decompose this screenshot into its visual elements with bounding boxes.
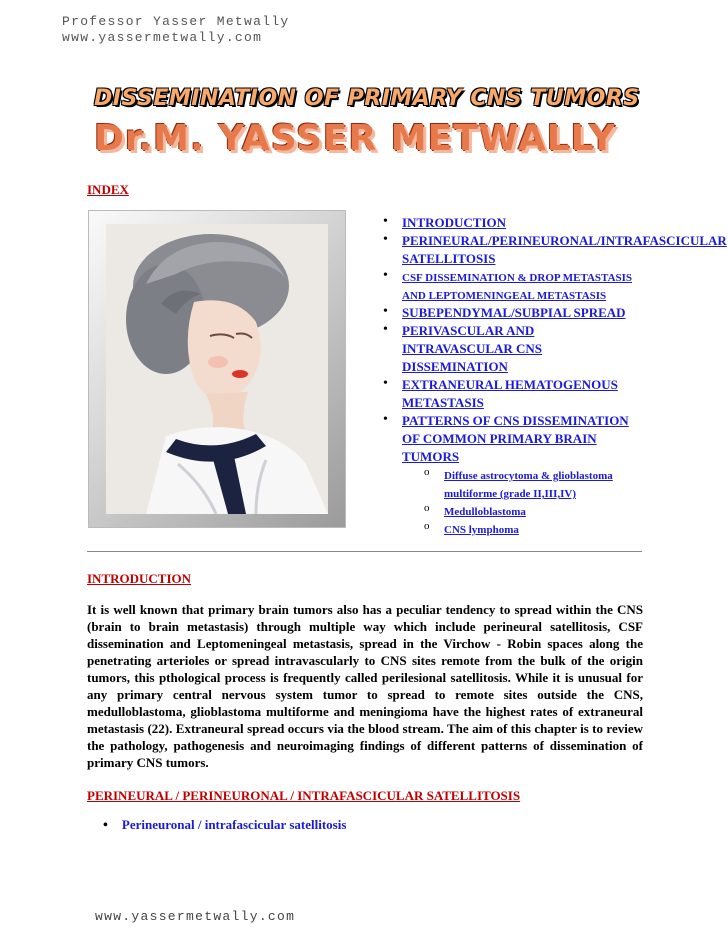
portrait-frame bbox=[88, 210, 346, 528]
toc-link-perivascular[interactable]: PERIVASCULAR AND INTRAVASCULAR CNS DISSEMINATION bbox=[402, 323, 543, 374]
toc-sublist bbox=[402, 466, 645, 538]
toc-subitem[interactable] bbox=[421, 520, 645, 538]
toc-item[interactable] bbox=[383, 376, 645, 412]
intro-paragraph: It is well known that primary brain tumors also has a peculiar tendency to spread within the CNS (brain to brain metastasis) through multiple way which include perineural satellitosis, CSF dissemination and Leptomeningeal metastasis, spread in the Virchow - Robin spaces along the penetrating arterioles or spread intravascularly to CNS sites remote from the bulk of the origin tumors, this pthological process is frequently called perilesional satellitosis. While it is unusual for any primary central nervous system tumor to spread to remote sites outside the CNS, medulloblastoma, glioblastoma multiforme and meningioma have the highest rates of extraneural metastasis (22). Extraneural spread occurs via the blood stream. The aim of this chapter is to review the pathology, pathogenesis and neuroimaging findings of different patterns of dissemination of primary CNS tumors. bbox=[87, 602, 643, 770]
toc-link-introduction[interactable]: INTRODUCTION bbox=[402, 215, 507, 230]
bullet-icon: • bbox=[103, 818, 108, 833]
toc-item[interactable] bbox=[383, 214, 645, 232]
toc-link-patterns[interactable]: PATTERNS OF CNS DISSEMINATION OF COMMON PRIMARY BRAIN TUMORS bbox=[402, 413, 629, 464]
toc-link-perineural[interactable]: PERINEURAL/PERINEURONAL/INTRAFASCICULAR SATELLITOSIS bbox=[402, 233, 727, 266]
toc-link-astrocytoma[interactable]: Diffuse astrocytoma & glioblastoma multiforme (grade II,III,IV) bbox=[444, 470, 613, 500]
toc-item[interactable] bbox=[383, 322, 645, 376]
toc-item[interactable] bbox=[383, 232, 727, 268]
banner-author-name: Dr.M. YASSER METWALLY bbox=[94, 118, 617, 159]
page-header bbox=[62, 14, 290, 46]
toc-link-subependymal[interactable]: SUBEPENDYMAL/SUBPIAL SPREAD bbox=[402, 305, 626, 320]
horizontal-rule bbox=[87, 551, 642, 552]
banner-title: DISSEMINATION OF PRIMARY CNS TUMORS bbox=[94, 86, 640, 111]
toc-item[interactable] bbox=[383, 412, 645, 538]
toc-link-csf-dissemination[interactable]: CSF DISSEMINATION & DROP METASTASIS AND LEPTOMENINGEAL METASTASIS bbox=[402, 272, 633, 302]
page-footer: www.yassermetwally.com bbox=[95, 909, 296, 924]
perineuronal-bullet bbox=[103, 817, 346, 834]
toc-item[interactable] bbox=[383, 304, 645, 322]
header-author: Professor Yasser Metwally bbox=[62, 14, 290, 29]
perineural-heading: PERINEURAL / PERINEURONAL / INTRAFASCICULAR SATELLITOSIS bbox=[87, 788, 521, 803]
toc-link-extraneural[interactable]: EXTRANEURAL HEMATOGENOUS METASTASIS bbox=[402, 377, 618, 410]
header-site: www.yassermetwally.com bbox=[62, 30, 263, 45]
perineuronal-bullet-text: Perineuronal / intrafascicular satellitosis bbox=[121, 817, 347, 832]
toc-subitem[interactable] bbox=[421, 466, 645, 502]
toc-link-medulloblastoma[interactable]: Medulloblastoma bbox=[444, 506, 526, 518]
index-heading: INDEX bbox=[87, 182, 129, 197]
portrait-illustration bbox=[106, 224, 328, 514]
table-of-contents bbox=[383, 214, 727, 538]
toc-item[interactable] bbox=[383, 268, 645, 304]
intro-heading: INTRODUCTION bbox=[87, 571, 192, 586]
toc-subitem[interactable] bbox=[421, 502, 645, 520]
toc-link-cns-lymphoma[interactable]: CNS lymphoma bbox=[444, 524, 519, 536]
